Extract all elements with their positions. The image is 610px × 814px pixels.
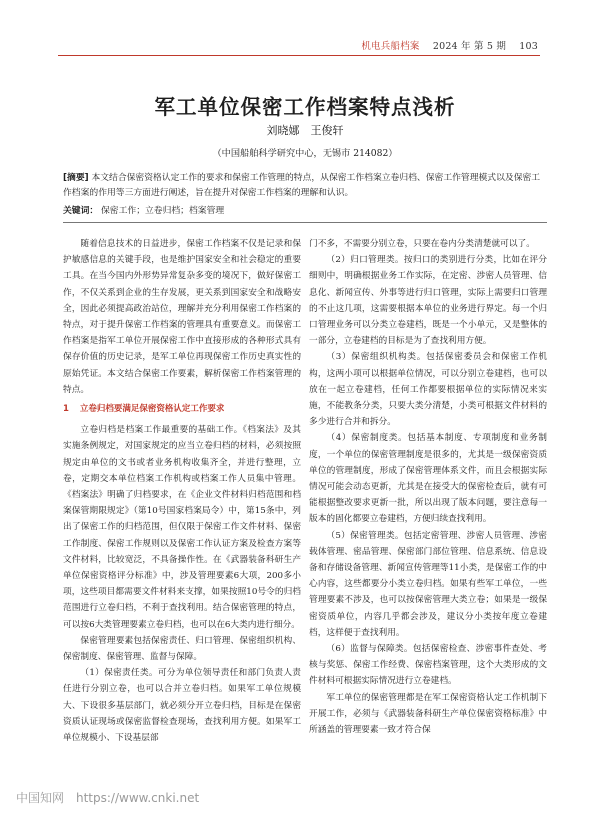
abstract-divider bbox=[63, 222, 547, 223]
keywords-label: 关键词： bbox=[63, 206, 99, 216]
keywords bbox=[63, 205, 547, 218]
authors: 刘晓娜 王俊轩 bbox=[266, 124, 344, 137]
paragraph: 门不多，不需要分别立卷，只要在卷内分类清楚就可以了。 bbox=[309, 239, 535, 249]
paragraph: （4）保密制度类。包括基本制度、专项制度和业务制度，一个单位的保密管理制度是很多的，尤其是一级保密资质单位的管理制度，形成了保密管理体系文件，而且会根据实际情况可能会动态更新，尤其是在接受大的保密检查后，就有可能根据整改要求更新一批，所以出现了版本问题，要注意每一版本的固化都要立卷建档，方便归续查找利用。 bbox=[309, 433, 547, 525]
right-column bbox=[309, 236, 547, 738]
section-number: 1 bbox=[63, 404, 69, 415]
article-title: 军工单位保密工作档案特点浅析 bbox=[154, 95, 456, 119]
running-header bbox=[0, 36, 610, 56]
keywords-text: 保密工作；立卷归档；档案管理 bbox=[101, 206, 225, 216]
paragraph: 保密管理要素包括保密责任、归口管理、保密组织机构、保密制度、保密管理、监督与保障。 bbox=[63, 635, 301, 663]
paragraph: （1）保密责任类。可分为单位领导责任和部门负责人责任进行分别立卷，也可以合并立卷归档。如果军工单位规模大、下设很多基层部门，就必须分开立卷归档，目标是在保密资质认证现场或保密监督检查现场，查找利用方便。如果军工单位规模小、下设基层部 bbox=[63, 668, 301, 744]
header-rule bbox=[58, 55, 540, 56]
issue-info: 2024 年 第 5 期 bbox=[432, 41, 507, 52]
paragraph: （5）保密管理类。包括定密管理、涉密人员管理、涉密载体管理、密品管理、保密部门部位管理、信息系统、信息设备和存储设备管理、新闻宣传管理等11小类，是保密工作的中心内容，这些都要分小类立卷归档。如果有些军工单位，一些管理要素不涉及，也可以按保密管理大类立卷；如果是一级保密资质单位，内容几乎都会涉及，建议分小类按年度立卷建档，这样便于查找利用。 bbox=[309, 530, 547, 638]
abstract-text: 本文结合保密资格认定工作的要求和保密工作管理的特点，从保密工作档案立卷归档、保密工作管理模式以及保密工作档案的作用等三方面进行阐述，旨在提升对保密工作档案的理解和认识。 bbox=[63, 173, 541, 198]
journal-name: 机电兵船档案 bbox=[361, 41, 420, 52]
paragraph: （6）监督与保障类。包括保密检查、涉密事件查处、考核与奖惩、保密工作经费、保密档案管理，这个大类形成的文件材料可根据实际情况进行立卷建档。 bbox=[309, 644, 547, 687]
cnki-watermark: 中国知网 https://www.cnki.net bbox=[16, 791, 200, 805]
paragraph: （3）保密组织机构类。包括保密委员会和保密工作机构，这两小项可以根据单位情况，可以分别立卷建档，也可以放在一起立卷建档，任何工作都要根据单位的实际情况来实施，不能教条分类，只要大类分清楚，小类可根据文件材料的多少进行合并和拆分。 bbox=[309, 352, 547, 428]
section-title: 立卷归档要满足保密资格认定工作要求 bbox=[79, 404, 225, 415]
paragraph: 随着信息技术的日益进步，保密工作档案不仅是记录和保护敏感信息的关键手段，也是维护国家安全和社会稳定的重要工具。在当今国内外形势异常复杂多变的境况下，做好保密工作，不仅关系到企业的生存发展，更关系到国家安全和战略安全，因此必须提高政治站位，理解并充分利用保密工作档案的特点，对于提升保密工作档案的管理具有重要意义。而保密工作档案是指军工单位开展保密工作中直接形成的各种形式具有保存价值的历史记录，是军工单位再现保密工作历史真实性的原始凭证。本文结合保密工作要素，解析保密工作档案管理的特点。 bbox=[63, 239, 301, 395]
section-heading bbox=[63, 401, 301, 417]
paragraph: 军工单位的保密管理都是在军工保密资格认定工作机制下开展工作，必须与《武器装备科研生产单位保密资格标准》中所涵盖的管理要素一致才符合保 bbox=[309, 692, 547, 736]
paragraph: （2）归口管理类。按归口的类别进行分类，比如在评分细则中，明确根据业务工作实际，在定密、涉密人员管理、信息化、新闻宣传、外事等进行归口管理，实际上需要归口管理的不止这几项，这需要根据本单位的业务进行界定。每一个归口管理业务可以分类立卷建档，既是一个小单元，又是整体的一部分，立卷建档的目标是为了查找利用方便。 bbox=[309, 255, 547, 347]
affiliation: （中国船舶科学研究中心，无锡市 214082） bbox=[212, 148, 398, 159]
page-number: 103 bbox=[519, 41, 538, 52]
paragraph: 立卷归档是档案工作最重要的基础工作。《档案法》及其实施条例规定，对国家规定的应当立卷归档的材料，必须按照规定由单位的文书或者业务机构收集齐全，并进行整理，立卷，定期交本单位档案工作机构或档案工作人员集中管理。《档案法》明确了归档要求，在《企业文件材料归档范围和档案保管期限规定》（第10号国家档案局令）中，第15条中，列出了保密工作的归档范围，但仅限于保密工作文件材料、保密工作制度、保密工作规则以及保密工作认证方案及检查方案等文件材料，比较宽泛，不具备操作性。在《武器装备科研生产单位保密资格评分标准》中，涉及管理要素6大项，200多小项，这些项目都需要文件材料来支撑，如果按照10号令的归档范围进行立卷归档，不利于查找利用。结合保密管理的特点，可以按6大类管理要素立卷归档，也可以在6大类内进行细分。 bbox=[63, 425, 301, 630]
abstract-label: [摘要] bbox=[63, 173, 89, 183]
abstract bbox=[63, 171, 547, 201]
left-column bbox=[63, 236, 301, 746]
header-text bbox=[361, 38, 538, 52]
